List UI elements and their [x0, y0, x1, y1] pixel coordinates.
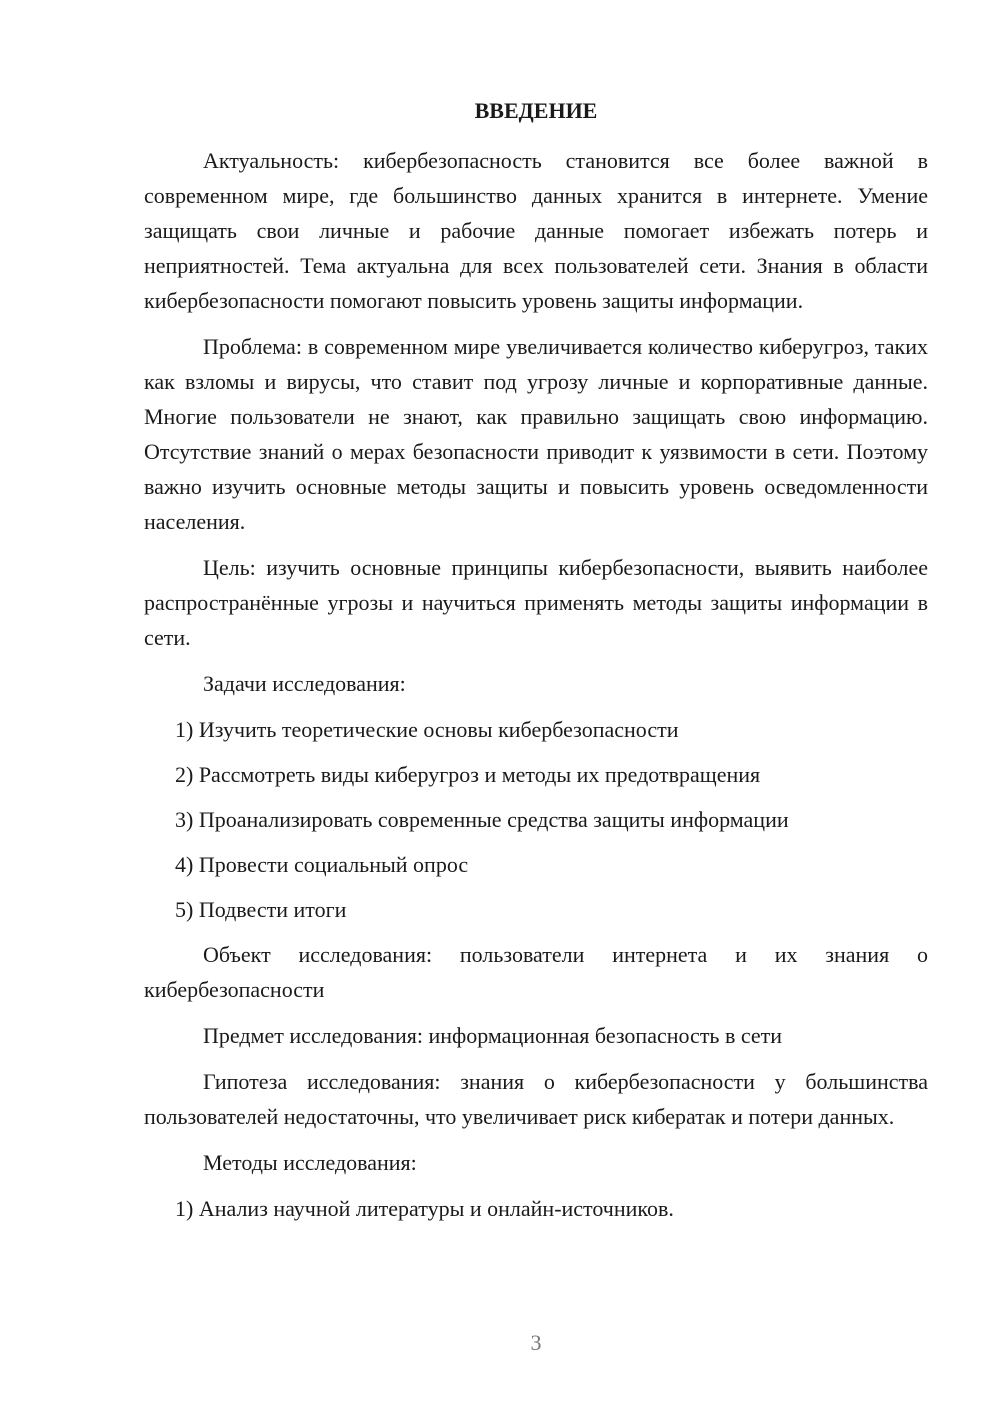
task-item: 4) Провести социальный опрос	[175, 852, 469, 877]
task-item: 3) Проанализировать современные средства защиты информации	[175, 807, 789, 832]
problem-paragraph: Проблема: в современном мире увеличивается количество киберугроз, таких как взломы и вирусы, что ставит под угрозу личные и корпоративные данные. Многие пользователи не знают, как правильно защищать свою информацию. Отсутствие знаний о мерах безопасности приводит к уязвимости в сети. Поэтому важно изучить основные методы защиты и повысить уровень осведомленности населения.	[144, 334, 928, 534]
tasks-heading: Задачи исследования:	[203, 671, 406, 696]
page-number: 3	[530, 1330, 542, 1355]
task-item: 1) Изучить теоретические основы кибербезопасности	[175, 717, 679, 742]
object-paragraph: Объект исследования: пользователи интернета и их знания о кибербезопасности	[144, 942, 928, 1002]
task-item: 2) Рассмотреть виды киберугроз и методы их предотвращения	[175, 762, 761, 787]
methods-heading: Методы исследования:	[203, 1150, 417, 1175]
subject-paragraph: Предмет исследования: информационная безопасность в сети	[203, 1023, 783, 1048]
hypothesis-paragraph: Гипотеза исследования: знания о кибербезопасности у большинства пользователей недостаточны, что увеличивает риск кибератак и потери данных.	[144, 1069, 928, 1129]
goal-paragraph: Цель: изучить основные принципы кибербезопасности, выявить наиболее распространённые угрозы и научиться применять методы защиты информации в сети.	[144, 555, 928, 650]
relevance-paragraph: Актуальность: кибербезопасность становится все более важной в современном мире, где большинство данных хранится в интернете. Умение защищать свои личные и рабочие данные помогает избежать потерь и неприятностей. Тема актуальна для всех пользователей сети. Знания в области кибербезопасности помогают повысить уровень защиты информации.	[144, 148, 928, 313]
document-page	[144, 96, 928, 1236]
section-title: ВВЕДЕНИЕ	[474, 98, 598, 123]
task-item: 5) Подвести итоги	[175, 897, 347, 922]
method-item: 1) Анализ научной литературы и онлайн-источников.	[175, 1196, 674, 1221]
